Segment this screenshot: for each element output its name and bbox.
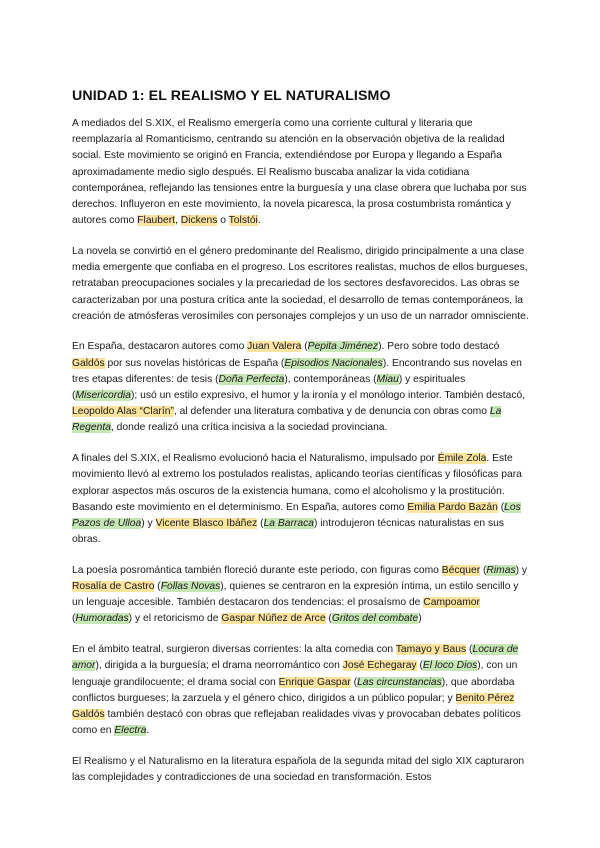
text-run: por sus novelas históricas de España (	[104, 357, 285, 369]
text-run: En el ámbito teatral, surgieron diversas corrientes: la alta comedia con	[72, 644, 396, 656]
highlighted-author: Leopoldo Alas “Clarín”	[72, 406, 174, 418]
highlighted-author: Emilia Pardo Bazán	[407, 501, 498, 513]
highlighted-author: Rosalía de Castro	[72, 581, 155, 593]
text-run: (	[257, 517, 264, 529]
highlighted-work-title: Los Pazos de Ulloa	[72, 501, 521, 529]
text-run: El Realismo y el Naturalismo en la literatura española de la segunda mitad del siglo XIX capturaron las complejidades y contradicciones de una sociedad en transformación. Estos	[72, 755, 525, 784]
text-run: ) y	[141, 517, 156, 529]
highlighted-author: Tamayo y Baus	[395, 644, 467, 656]
text-run: ). Encontrando sus novelas en tres etapas diferentes: de tesis (	[72, 357, 522, 385]
text-run: ), contemporáneas (	[284, 373, 377, 385]
paragraph	[72, 339, 530, 436]
text-run: En España, destacaron autores como	[72, 341, 248, 353]
highlighted-work-title: Pepita Jiménez	[307, 341, 379, 353]
highlighted-author: Benito Pérez Galdós	[72, 692, 515, 720]
text-run: (	[154, 581, 161, 593]
paragraph	[72, 116, 530, 229]
paragraph	[72, 451, 530, 548]
text-run: )	[418, 613, 422, 625]
highlighted-work-title: La Regenta	[72, 406, 502, 434]
text-run: , al defender una literatura combativa y de denuncia con obras como	[173, 406, 490, 418]
text-run: ), quienes se centraron en la expresión íntima, un estilo sencillo y un lenguaje accesible. También destacaron dos tendencias: el prosaísmo de	[72, 581, 519, 609]
text-run: ); usó un estilo expresivo, el humor y la ironía y el monólogo interior. También destacó,	[130, 390, 526, 402]
highlighted-author: Émile Zola	[437, 453, 487, 465]
text-run: ), que abordaba conflictos burgueses; la zarzuela y el género chico, dirigidos a un público popular; y	[72, 676, 515, 704]
highlighted-work-title: Doña Perfecta	[218, 373, 285, 385]
text-run: (	[416, 660, 423, 672]
text-run: (	[325, 613, 332, 625]
highlighted-work-title: La Barraca	[263, 517, 314, 529]
text-run: (	[350, 676, 358, 688]
text-run: (	[72, 613, 76, 625]
highlighted-work-title: Las circunstancias	[357, 676, 442, 688]
paragraph	[72, 754, 530, 786]
text-run: ) y espirituales (	[72, 373, 466, 402]
text-run: ) y el retoricismo de	[128, 613, 222, 625]
text-run: ) introdujeron técnicas naturalistas en sus obras.	[72, 517, 504, 546]
text-run: La poesía posromántica también floreció durante este periodo, con figuras como	[72, 564, 442, 576]
text-run: .	[257, 215, 261, 227]
highlighted-work-title: El loco Dios	[422, 660, 478, 672]
paragraph	[72, 642, 530, 739]
text-run: o	[217, 215, 229, 227]
highlighted-author: Vicente Blasco Ibáñez	[155, 517, 258, 529]
text-run: (	[480, 564, 487, 576]
page-title: UNIDAD 1: EL REALISMO Y EL NATURALISMO	[72, 88, 391, 104]
highlighted-author: Galdós	[72, 357, 105, 369]
text-run: (	[301, 341, 308, 353]
highlighted-work-title: Misericordia	[75, 390, 131, 402]
highlighted-work-title: Miau	[376, 373, 399, 385]
text-run: ), dirigida a la burguesía; el drama neorromántico con	[95, 660, 343, 672]
text-run: A mediados del S.XIX, el Realismo emergería como una corriente cultural y literaria que reemplazaría al Romanticismo, centrando su atención en la observación objetiva de la realidad social. Este movimiento se originó en Francia, extendiéndose por Europa y llegando a España aproximadamente medio siglo después. El Realismo buscaba analizar la vida cotidiana contemporánea, reflejando las tensiones entre la burguesía y una clase obrera que luchaba por sus derechos. Influyeron en este movimiento, la novela picaresca, la prosa costumbrista romántica y autores como	[72, 118, 527, 227]
highlighted-author: Bécquer	[441, 564, 481, 576]
text-run: ) y	[515, 564, 528, 576]
text-run: .	[146, 725, 150, 737]
text-run: , donde realizó una crítica incisiva a la sociedad provinciana.	[110, 422, 388, 434]
text-run: . Este movimiento llevó al extremo los postulados realistas, aplicando teorías científicas y filosóficas para explorar aspectos más oscuros de la existencia humana, como el alcoholismo y la prostitución. Basando este movimiento en el determinismo. En España, autores como	[72, 453, 522, 513]
highlighted-work-title: Electra	[114, 725, 147, 737]
highlighted-work-title: Gritos del combate	[331, 613, 419, 625]
highlighted-work-title: Episodios Nacionales	[284, 357, 383, 369]
paragraph	[72, 563, 530, 628]
document-body	[72, 116, 530, 786]
highlighted-author: José Echegaray	[342, 660, 417, 672]
highlighted-author: Tolstói	[228, 215, 258, 227]
highlighted-work-title: Rimas	[486, 564, 516, 576]
paragraph	[72, 244, 530, 325]
highlighted-work-title: Follas Novas	[160, 581, 221, 593]
text-run: (	[466, 644, 473, 656]
highlighted-author: Dickens	[180, 215, 218, 227]
highlighted-author: Campoamor	[423, 597, 480, 609]
highlighted-author: Enrique Gaspar	[278, 676, 351, 688]
text-run: La novela se convirtió en el género predominante del Realismo, dirigido principalmente a una clase media emergente que confiaba en el progreso. Los escritores realistas, muchos de ellos burgueses, retrataban preocupaciones sociales y la precariedad de los sectores desfavorecidos. Las obras se caracterizaban por una postura crítica ante la sociedad, el desarrollo de temas contemporáneos, la creación de atmósferas verosímiles con personajes complejos y un uso de un narrador omnisciente.	[72, 245, 529, 322]
text-run: ), con un lenguaje grandilocuente; el drama social con	[72, 660, 518, 688]
highlighted-work-title: Locura de amor	[72, 644, 519, 672]
text-run: (	[497, 501, 505, 513]
text-run: ). Pero sobre todo destacó	[378, 341, 500, 353]
text-run: A finales del S.XIX, el Realismo evolucionó hacia el Naturalismo, impulsado por	[72, 453, 438, 465]
text-run: también destacó con obras que reflejaban realidades vivas y provocaban debates políticos como en	[72, 709, 521, 737]
highlighted-work-title: Humoradas	[75, 613, 129, 625]
highlighted-author: Flaubert	[137, 215, 176, 227]
text-run: ,	[175, 215, 181, 227]
highlighted-author: Gaspar Núñez de Arce	[221, 613, 326, 625]
highlighted-author: Juan Valera	[247, 341, 302, 353]
